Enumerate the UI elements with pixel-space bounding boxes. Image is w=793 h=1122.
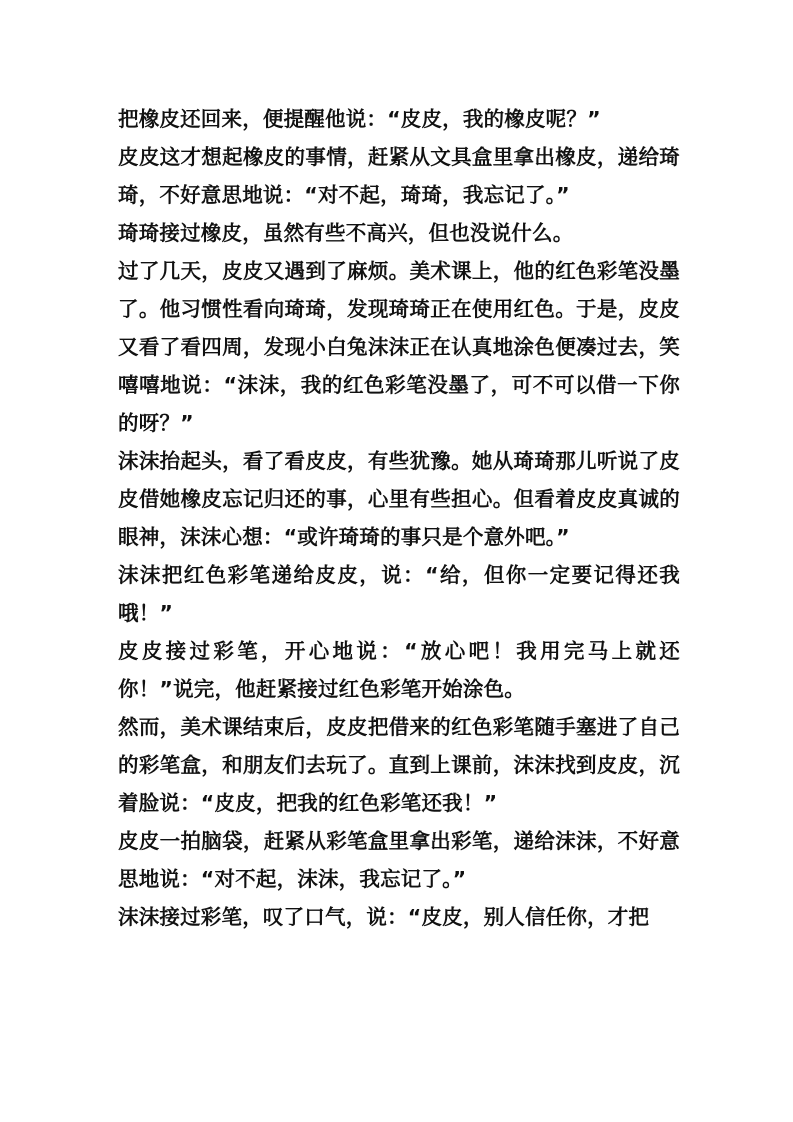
paragraph: 皮皮一拍脑袋，赶紧从彩笔盒里拿出彩笔，递给沫沫，不好意思地说：“对不起，沫沫，我忘记了。” — [118, 829, 680, 891]
paragraph: 沫沫把红色彩笔递给皮皮，说：“给，但你一定要记得还我哦！” — [118, 563, 680, 625]
paragraph: 沫沫接过彩笔，叹了口气，说：“皮皮，别人信任你，才把 — [118, 905, 650, 929]
paragraph: 皮皮这才想起橡皮的事情，赶紧从文具盒里拿出橡皮，递给琦琦，不好意思地说：“对不起，琦琦，我忘记了。” — [118, 145, 680, 207]
paragraph: 琦琦接过橡皮，虽然有些不高兴，但也没说什么。 — [118, 221, 574, 245]
paragraph: 把橡皮还回来，便提醒他说：“皮皮，我的橡皮呢？” — [118, 107, 601, 131]
paragraph: 皮皮接过彩笔，开心地说：“放心吧！我用完马上就还你！”说完，他赶紧接过红色彩笔开始涂色。 — [118, 639, 680, 701]
paragraph: 沫沫抬起头，看了看皮皮，有些犹豫。她从琦琦那儿听说了皮皮借她橡皮忘记归还的事，心里有些担心。但看着皮皮真诚的眼神，沫沫心想：“或许琦琦的事只是个意外吧。” — [118, 449, 680, 549]
paragraph: 然而，美术课结束后，皮皮把借来的红色彩笔随手塞进了自己的彩笔盒，和朋友们去玩了。直到上课前，沫沫找到皮皮，沉着脸说：“皮皮，把我的红色彩笔还我！” — [118, 715, 680, 815]
document-text-body — [118, 100, 680, 936]
paragraph: 过了几天，皮皮又遇到了麻烦。美术课上，他的红色彩笔没墨了。他习惯性看向琦琦，发现琦琦正在使用红色。于是，皮皮又看了看四周，发现小白兔沫沫正在认真地涂色便凑过去，笑嘻嘻地说：“沫沫，我的红色彩笔没墨了，可不可以借一下你的呀？” — [118, 259, 680, 435]
